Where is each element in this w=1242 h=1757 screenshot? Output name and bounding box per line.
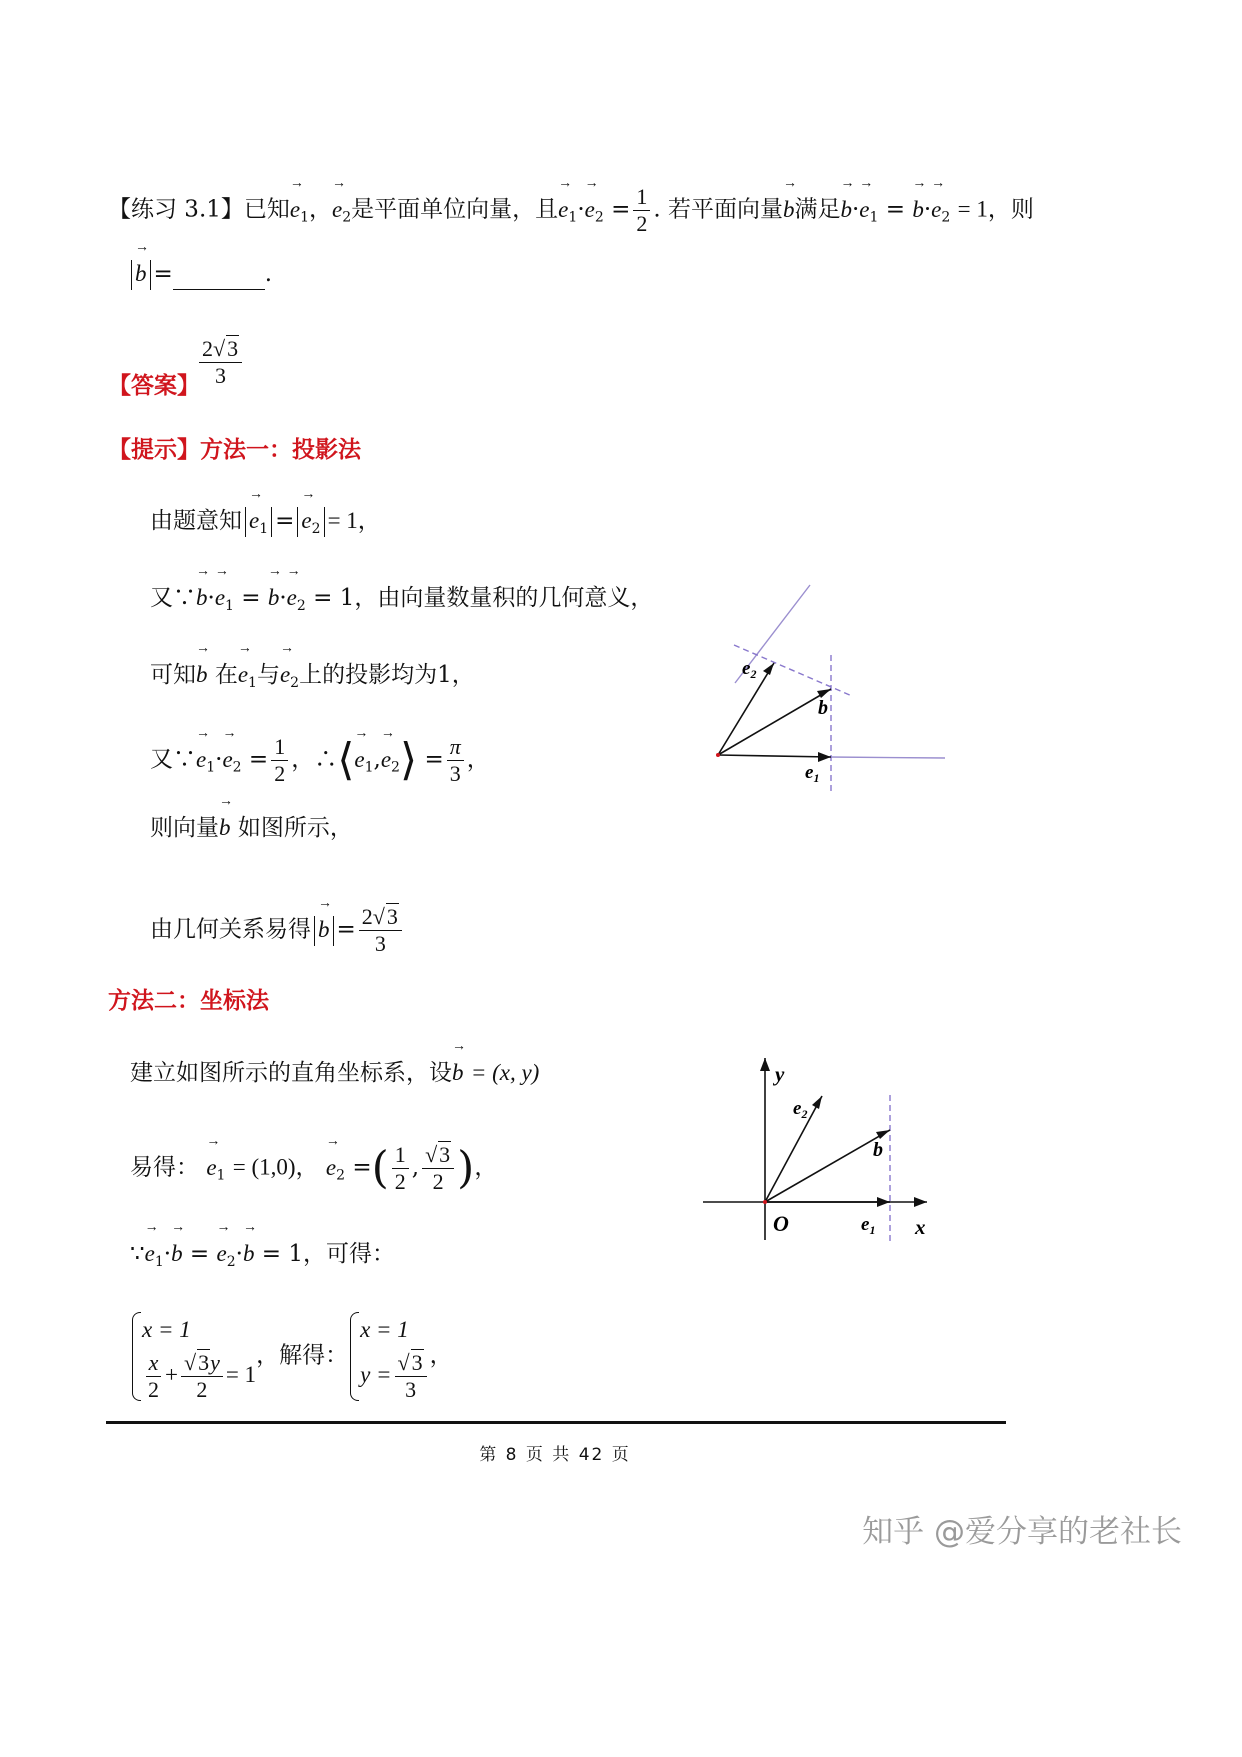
hint-line-4: 又∵→ $e_1\cdot\to e_2$ = $\frac{1}{2}$ ，∴⟨→ $e_1,\to$ $e_2⟩$ = $\frac{\pi}{3}$ ， — [150, 734, 490, 787]
method2-system: x = 1 $\frac{x}{2}$ + $\frac{√3y}{2}$ = 1 ，解得： x = 1 y = $\frac{√3}{3}$ ， — [130, 1310, 453, 1403]
half-fraction: $\frac{1}{2}$ — [633, 184, 650, 237]
method2-line-1: 建立如图所示的直角坐标系，设→ b = (x, y) — [130, 1057, 539, 1089]
origin-point — [716, 753, 720, 757]
vector-e1 — [718, 755, 831, 757]
answer-value: $\frac{2√3}{3}$ — [196, 336, 245, 389]
svg-text:x: x — [915, 1215, 926, 1239]
hint-line-1: 由题意知→ $e_1 =\to e_2 = 1$， — [150, 505, 381, 545]
method2-line-2: 易得： → $e_1 = (1,0)$， → $e_2$ =( $\frac{1}{2}$ , $\frac{√3}{2}$ )， — [130, 1142, 497, 1195]
origin-point — [763, 1200, 767, 1204]
svg-text:b: b — [818, 697, 828, 719]
projection-diagram — [700, 575, 960, 805]
exercise-question: → b = . — [128, 258, 272, 290]
exercise-line-1: 【练习 3.1】已知→ $e_1$，→ $e_2$是平面单位向量，且→ $e_1\cdot\to e_2$ = $\frac{1}{2}$ . 若平面向量→ b满足→ $b\cdot\to e_1$ = → $b\cdot\to e_2 = 1$，则 — [108, 184, 1034, 237]
answer-label: 【答案】 — [108, 372, 200, 399]
equation-system: x = 1 $\frac{x}{2}$ + $\frac{√3y}{2}$ = 1 — [130, 1310, 256, 1403]
svg-text:e1: $e_1$ — [861, 1214, 876, 1237]
vector-b — [718, 689, 831, 755]
footer-rule — [106, 1421, 1006, 1424]
svg-text:e1: $e_1$ — [805, 762, 820, 785]
svg-text:e2: $e_2$ — [793, 1098, 808, 1121]
svg-text:y: y — [775, 1062, 785, 1086]
e1-extension-line — [828, 757, 945, 758]
watermark: 知乎 @爱分享的老社长 — [862, 1514, 1182, 1550]
exercise-tag: 【练习 3.1】 — [108, 196, 244, 223]
hint-line-6: 由几何关系易得→ b = $\frac{2√3}{3}$ — [150, 904, 405, 957]
hint-line-5: 则向量→ b 如图所示， — [150, 812, 353, 844]
method2-line-3: ∵→ $e_1\cdot\to b$ = → $e_2\cdot\to b = 1$，可得： — [130, 1238, 395, 1278]
svg-text:b: b — [873, 1139, 883, 1161]
solution-system: x = 1 y = $\frac{√3}{3}$ — [348, 1310, 430, 1403]
hint-line-2: 又∵→ $b\cdot\to e_1$ = → $b\cdot\to e_2 = 1$，由向量数量积的几何意义， — [150, 582, 653, 622]
hint-label: 【提示】方法一：投影法 — [108, 436, 361, 463]
svg-text:O: O — [773, 1211, 789, 1236]
method2-label: 方法二：坐标法 — [108, 987, 269, 1014]
page-footer: 第 8 页 共 42 页 — [479, 1445, 631, 1465]
hint-line-3: 可知→ b 在→ $e_1$与→ $e_2$上的投影均为1， — [150, 659, 475, 699]
coordinate-diagram — [695, 1050, 955, 1260]
svg-text:e2: $e_2$ — [742, 658, 757, 681]
answer-blank — [173, 265, 265, 290]
